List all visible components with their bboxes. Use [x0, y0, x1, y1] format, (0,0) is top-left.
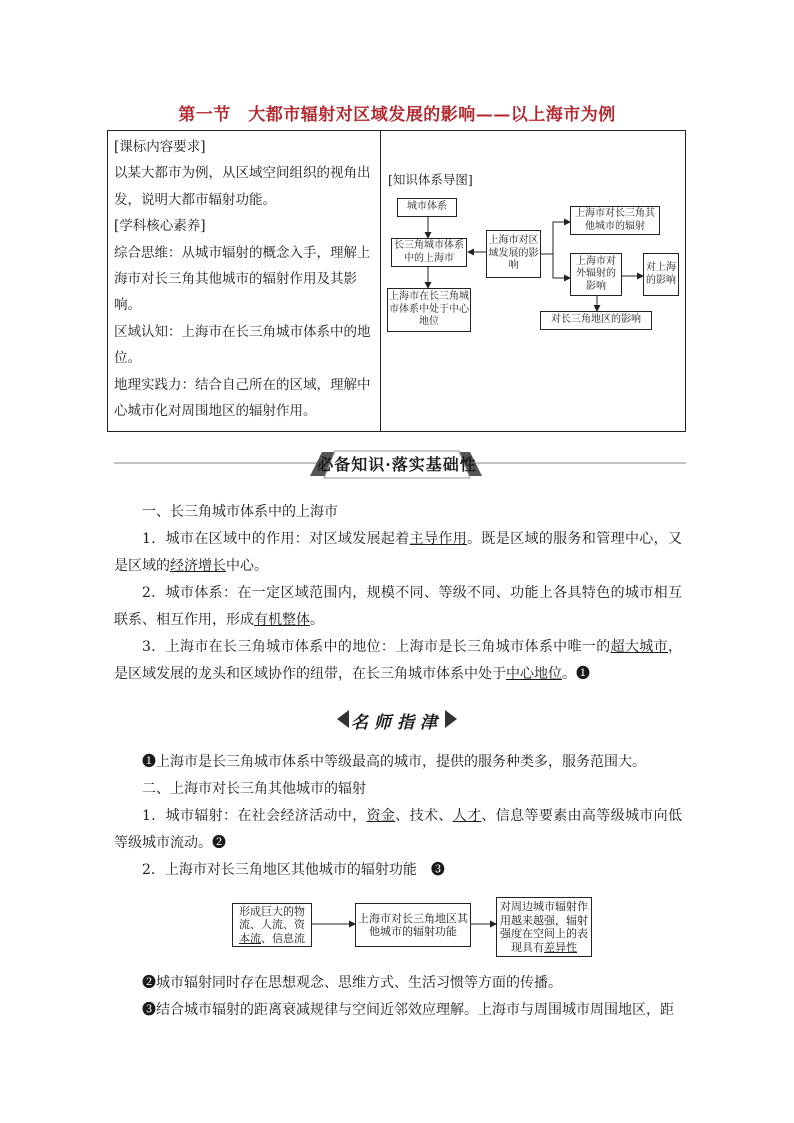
underlined-answer: 经济增长 — [170, 558, 226, 574]
text: 1．城市在区域中的作用：对区域发展起着 — [142, 531, 410, 547]
section2 — [114, 749, 682, 884]
node-influence: 上海市对区域发展的影响 — [486, 230, 541, 278]
node-shanghai-in-system: 长三角城市体系中的上海市 — [391, 238, 467, 267]
section2-para1 — [114, 803, 682, 857]
section1-para3 — [114, 634, 682, 688]
section1-para1 — [114, 526, 682, 580]
node-sh-influence: 对上海的影响 — [643, 253, 679, 296]
section1-heading: 一、长三角城市体系中的上海市 — [142, 504, 338, 520]
text: 。❶ — [562, 666, 590, 682]
core-item-thinking: 综合思维：从城市辐射的概念入手，理解上海市对长三角其他城市的辐射作用及其影响。 — [114, 244, 371, 314]
text: 、信息流 — [261, 931, 305, 945]
section1-para2 — [114, 580, 682, 634]
core-item-practice: 地理实践力：结合自己所在的区域，理解中心城市化对周围地区的辐射作用。 — [114, 376, 371, 420]
flow-left-box — [232, 903, 312, 947]
underlined-answer: 有机整体 — [254, 612, 310, 628]
underlined-answer: 资金 — [366, 808, 396, 824]
notes — [114, 970, 682, 1024]
standard-content: 以某大都市为例，从区域空间组织的视角出发，说明大都市辐射功能。 — [114, 165, 371, 208]
page-title: 第一节 大都市辐射对区域发展的影响——以上海市为例 — [178, 105, 616, 125]
section1 — [114, 499, 682, 688]
section2-para2: 2．上海市对长三角地区其他城市的辐射功能 ❸ — [142, 862, 445, 878]
text: ，是区域发展的龙头和区域协作的纽带，在长三角城市体系中处于 — [114, 639, 683, 682]
text: 、信息等要素由高等级城市向低等级城市流动。❷ — [114, 808, 683, 851]
section-banner: 必备知识·落实基础性 — [317, 455, 477, 474]
text: 1．城市辐射：在社会经济活动中， — [142, 808, 367, 824]
underlined-answer: 人才 — [452, 808, 482, 824]
underlined-answer: 超大城市 — [610, 639, 669, 655]
node-center-status: 上海市在长三角城市体系中处于中心地位 — [387, 288, 471, 332]
underlined-answer: 主导作用 — [409, 531, 468, 547]
right-arrow-icon — [445, 710, 457, 728]
text: 。既是区域的服务和管理中心，又是区域的 — [114, 531, 683, 574]
flow-right-box — [496, 897, 592, 957]
underlined-answer: 中心地位 — [506, 666, 562, 682]
teacher-tips-heading: 名师指津 — [351, 713, 443, 733]
core-item-region: 区域认知：上海市在长三角城市体系中的地位。 — [114, 323, 371, 367]
node-external: 上海市对外辐射的影响 — [570, 253, 622, 296]
underlined-answer: 本流 — [239, 931, 261, 945]
text: 2．城市体系：在一定区域范围内，规模不同、等级不同、功能上各具特色的城市相互联系、相互作用，形成 — [114, 585, 682, 628]
node-radiation: 上海市对长三角其他城市的辐射 — [570, 206, 660, 235]
note-2: ❷城市辐射同时存在思想观念、思维方式、生活习惯等方面的传播。 — [142, 975, 562, 991]
text: 。 — [310, 612, 324, 628]
note-1: ❶上海市是长三角城市体系中等级最高的城市，提供的服务种类多，服务范围大。 — [142, 754, 646, 770]
underlined-answer: 差异性 — [544, 940, 577, 954]
text: 对周边城市辐射作用越来越强，辐射强度在空间上的表现具有 — [500, 900, 588, 954]
flow-mid-box: 上海市对长三角地区其他城市的辐射功能 — [355, 903, 471, 947]
text: 形成巨大的物流、人流、资 — [239, 904, 305, 932]
core-heading: [学科核心素养] — [114, 218, 206, 235]
text: 3．上海市在长三角城市体系中的地位：上海市是长三角城市体系中唯一的 — [142, 639, 611, 655]
standard-heading: [课标内容要求] — [114, 139, 206, 155]
section2-heading: 二、上海市对长三角其他城市的辐射 — [142, 781, 366, 797]
note-3: ❸结合城市辐射的距离衰减规律与空间近邻效应理解。上海市与周围城市周围地区，距 — [142, 1002, 674, 1018]
text: 中心。 — [226, 558, 268, 574]
node-city-system: 城市体系 — [397, 198, 457, 217]
knowledge-map-title: [知识体系导图] — [388, 172, 473, 187]
text: 、技术、 — [395, 808, 453, 824]
node-yrd-influence: 对长三角地区的影响 — [540, 311, 652, 330]
